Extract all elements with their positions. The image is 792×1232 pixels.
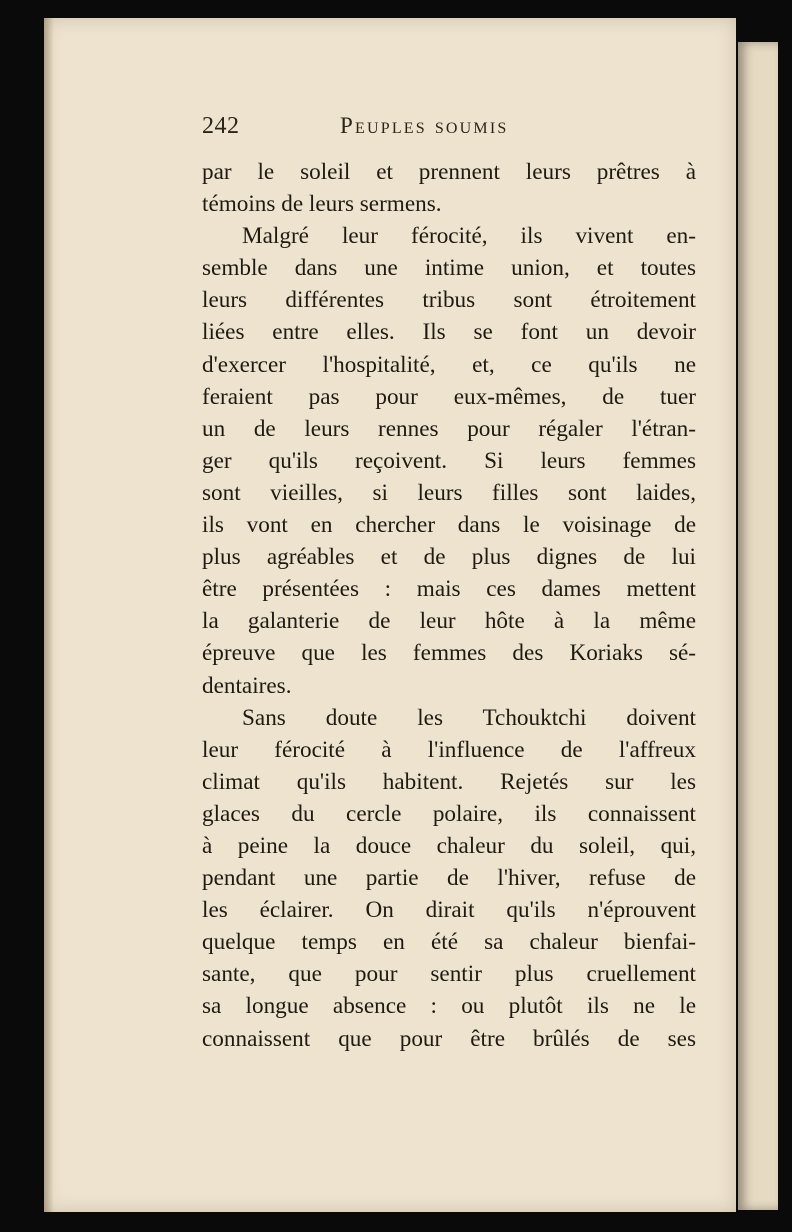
page-number: 242 xyxy=(202,113,240,139)
body-text xyxy=(202,156,696,1055)
text-line: ils vont en chercher dans le voisinage de xyxy=(202,512,696,539)
text-line: épreuve que les femmes des Koriaks sé- xyxy=(202,640,696,667)
text-line: semble dans une intime union, et toutes xyxy=(202,255,696,282)
text-line: par le soleil et prennent leurs prêtres à xyxy=(202,159,696,185)
text-line: sante, que pour sentir plus cruellement xyxy=(202,961,696,988)
running-title: Peuples soumis xyxy=(340,113,509,138)
text-line: à peine la douce chaleur du soleil, qui, xyxy=(202,832,696,859)
text-line: climat qu'ils habitent. Rejetés sur les xyxy=(202,768,696,795)
facing-page-edge xyxy=(738,42,778,1210)
text-line: leur férocité à l'influence de l'affreux xyxy=(202,736,696,763)
text-line: pendant une partie de l'hiver, refuse de xyxy=(202,865,696,892)
text-line: les éclairer. On dirait qu'ils n'éprouvent xyxy=(202,897,696,924)
text-line: feraient pas pour eux-mêmes, de tuer xyxy=(202,383,696,410)
text-line: ger qu'ils reçoivent. Si leurs femmes xyxy=(202,447,696,474)
text-line: Sans doute les Tchouktchi doivent xyxy=(242,704,696,731)
text-line: leurs différentes tribus sont étroitement xyxy=(202,287,696,314)
text-line: la galanterie de leur hôte à la même xyxy=(202,608,696,635)
text-line: témoins de leurs sermens. xyxy=(202,191,442,218)
text-line: glaces du cercle polaire, ils connaissent xyxy=(202,800,696,827)
text-line: connaissent que pour être brûlés de ses xyxy=(202,1025,696,1052)
text-line: être présentées : mais ces dames mettent xyxy=(202,576,696,603)
text-line: sont vieilles, si leurs filles sont laides, xyxy=(202,479,696,506)
text-line: liées entre elles. Ils se font un devoir xyxy=(202,319,696,346)
text-line: quelque temps en été sa chaleur bienfai- xyxy=(202,929,696,956)
text-line: dentaires. xyxy=(202,672,292,699)
text-line: sa longue absence : ou plutôt ils ne le xyxy=(202,993,696,1020)
page-header xyxy=(202,113,696,143)
text-line: d'exercer l'hospitalité, et, ce qu'ils ne xyxy=(202,351,696,378)
text-line: plus agréables et de plus dignes de lui xyxy=(202,544,696,571)
text-line: Malgré leur férocité, ils vivent en- xyxy=(242,223,696,250)
text-line: un de leurs rennes pour régaler l'étran- xyxy=(202,415,696,442)
